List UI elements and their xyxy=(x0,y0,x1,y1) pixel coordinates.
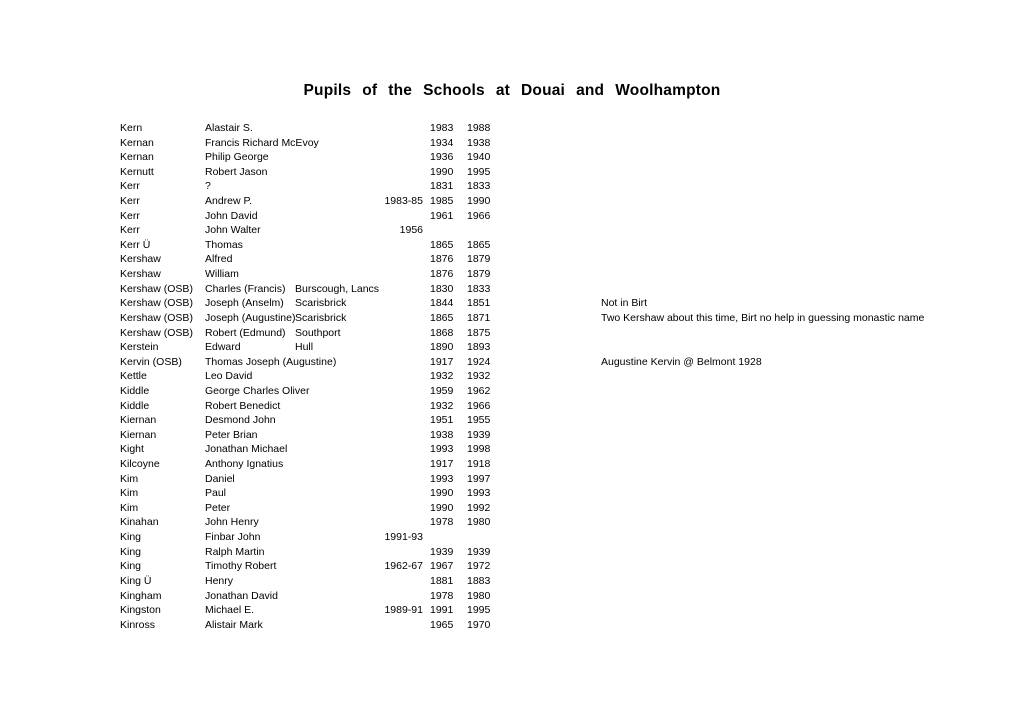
year-from-cell: 1990 xyxy=(430,501,454,514)
year-from-cell: 1881 xyxy=(430,574,454,587)
table-row xyxy=(120,530,1024,545)
forename-cell: Desmond John xyxy=(205,414,276,427)
table-row xyxy=(120,223,1024,238)
surname-cell: King xyxy=(120,560,142,573)
pupils-table xyxy=(120,121,1024,632)
table-row xyxy=(120,121,1024,136)
year-from-cell: 1985 xyxy=(430,195,454,208)
surname-cell: King xyxy=(120,531,142,544)
forename-cell: Leo David xyxy=(205,370,253,383)
year-to-cell: 1995 xyxy=(467,165,491,178)
year-from-cell: 1993 xyxy=(430,443,454,456)
year-from-cell: 1932 xyxy=(430,370,454,383)
table-row xyxy=(120,574,1024,589)
forename-cell: George Charles Oliver xyxy=(205,384,310,397)
forename-cell: Jonathan Michael xyxy=(205,443,288,456)
table-row xyxy=(120,252,1024,267)
year-from-cell: 1865 xyxy=(430,311,454,324)
table-row xyxy=(120,559,1024,574)
forename-cell: Jonathan David xyxy=(205,589,278,602)
table-row xyxy=(120,428,1024,443)
forename-cell: Timothy Robert xyxy=(205,560,277,573)
table-row xyxy=(120,136,1024,151)
year-to-cell: 1962 xyxy=(467,384,491,397)
surname-cell: Kernutt xyxy=(120,165,154,178)
year-from-cell: 1890 xyxy=(430,341,454,354)
range-cell: 1983-85 xyxy=(384,195,423,208)
forename-cell: Joseph (Anselm) xyxy=(205,297,284,310)
forename-cell: John David xyxy=(205,209,258,222)
table-row xyxy=(120,179,1024,194)
surname-cell: Kernan xyxy=(120,151,154,164)
year-to-cell: 1980 xyxy=(467,516,491,529)
forename-cell: Robert Benedict xyxy=(205,399,281,412)
place-cell: Burscough, Lancs xyxy=(295,282,380,295)
year-from-cell: 1983 xyxy=(430,122,454,134)
table-row xyxy=(120,589,1024,604)
place-cell: Hull xyxy=(295,341,314,354)
surname-cell: King Ü xyxy=(120,574,152,587)
surname-cell: King xyxy=(120,545,142,558)
year-to-cell: 1879 xyxy=(467,253,491,266)
year-from-cell: 1959 xyxy=(430,384,454,397)
forename-cell: Alistair Mark xyxy=(205,618,263,631)
year-to-cell: 1883 xyxy=(467,574,491,587)
place-cell: Scarisbrick xyxy=(295,311,347,324)
forename-cell: Joseph (Augustine) xyxy=(205,311,296,324)
year-to-cell: 1940 xyxy=(467,151,491,164)
forename-cell: Peter Brian xyxy=(205,428,258,441)
surname-cell: Kiddle xyxy=(120,384,150,397)
table-row xyxy=(120,457,1024,472)
year-from-cell: 1978 xyxy=(430,516,454,529)
table-row xyxy=(120,150,1024,165)
table-row xyxy=(120,545,1024,560)
year-to-cell: 1970 xyxy=(467,618,491,631)
surname-cell: Kilcoyne xyxy=(120,458,160,471)
forename-cell: Robert Jason xyxy=(205,165,268,178)
year-to-cell: 1938 xyxy=(467,136,491,149)
surname-cell: Kershaw xyxy=(120,268,161,281)
forename-cell: William xyxy=(205,268,239,281)
year-to-cell: 1932 xyxy=(467,370,491,383)
year-to-cell: 1966 xyxy=(467,209,491,222)
forename-cell: Andrew P. xyxy=(205,195,253,208)
forename-cell: Anthony Ignatius xyxy=(205,458,284,471)
year-to-cell: 1851 xyxy=(467,297,491,310)
year-from-cell: 1917 xyxy=(430,355,454,368)
year-from-cell: 1934 xyxy=(430,136,454,149)
table-row xyxy=(120,340,1024,355)
table-row xyxy=(120,238,1024,253)
year-to-cell: 1918 xyxy=(467,458,491,471)
forename-cell: Henry xyxy=(205,574,234,587)
table-row xyxy=(120,442,1024,457)
forename-cell: Robert (Edmund) xyxy=(205,326,286,339)
year-to-cell: 1879 xyxy=(467,268,491,281)
year-to-cell: 1993 xyxy=(467,487,491,500)
surname-cell: Kinahan xyxy=(120,516,159,529)
table-row xyxy=(120,413,1024,428)
place-cell: Scarisbrick xyxy=(295,297,347,310)
table-row xyxy=(120,472,1024,487)
surname-cell: Kingham xyxy=(120,589,162,602)
year-to-cell: 1865 xyxy=(467,238,491,251)
year-from-cell: 1993 xyxy=(430,472,454,485)
year-to-cell: 1833 xyxy=(467,180,491,193)
surname-cell: Kettle xyxy=(120,370,147,383)
forename-cell: ? xyxy=(205,180,211,193)
surname-cell: Kim xyxy=(120,472,139,485)
table-row xyxy=(120,603,1024,618)
forename-cell: Thomas xyxy=(205,238,243,251)
table-row xyxy=(120,326,1024,341)
surname-cell: Kiernan xyxy=(120,428,157,441)
surname-cell: Kershaw (OSB) xyxy=(120,326,193,339)
year-to-cell: 1939 xyxy=(467,428,491,441)
year-from-cell: 1932 xyxy=(430,399,454,412)
surname-cell: Kern xyxy=(120,122,143,134)
surname-cell: Kershaw (OSB) xyxy=(120,282,193,295)
note-cell: Two Kershaw about this time, Birt no help in guessing monastic name xyxy=(601,311,925,324)
place-cell: Southport xyxy=(295,326,341,339)
forename-cell: Philip George xyxy=(205,151,269,164)
surname-cell: Kerr xyxy=(120,180,140,193)
forename-cell: Daniel xyxy=(205,472,235,485)
forename-cell: Peter xyxy=(205,501,231,514)
year-to-cell: 1995 xyxy=(467,604,491,617)
surname-cell: Kershaw (OSB) xyxy=(120,297,193,310)
forename-cell: Alfred xyxy=(205,253,233,266)
year-to-cell: 1871 xyxy=(467,311,491,324)
year-from-cell: 1951 xyxy=(430,414,454,427)
page-title: Pupils of the Schools at Douai and Woolhampton xyxy=(303,82,721,99)
year-to-cell: 1893 xyxy=(467,341,491,354)
surname-cell: Kiddle xyxy=(120,399,150,412)
year-from-cell: 1961 xyxy=(430,209,454,222)
year-to-cell: 1980 xyxy=(467,589,491,602)
surname-cell: Kerr xyxy=(120,224,140,237)
year-to-cell: 1875 xyxy=(467,326,491,339)
year-from-cell: 1965 xyxy=(430,618,454,631)
year-from-cell: 1830 xyxy=(430,282,454,295)
range-cell: 1962-67 xyxy=(384,560,423,573)
year-to-cell: 1997 xyxy=(467,472,491,485)
forename-cell: Ralph Martin xyxy=(205,545,265,558)
table-row xyxy=(120,282,1024,297)
surname-cell: Kernan xyxy=(120,136,154,149)
year-from-cell: 1876 xyxy=(430,268,454,281)
table-row xyxy=(120,501,1024,516)
year-from-cell: 1831 xyxy=(430,180,454,193)
table-row xyxy=(120,369,1024,384)
forename-cell: John Henry xyxy=(205,516,259,529)
table-row xyxy=(120,515,1024,530)
year-to-cell: 1924 xyxy=(467,355,491,368)
surname-cell: Kerr Ü xyxy=(120,238,151,251)
year-from-cell: 1865 xyxy=(430,238,454,251)
year-from-cell: 1990 xyxy=(430,487,454,500)
surname-cell: Kershaw (OSB) xyxy=(120,311,193,324)
table-row xyxy=(120,486,1024,501)
year-to-cell: 1992 xyxy=(467,501,491,514)
year-from-cell: 1938 xyxy=(430,428,454,441)
surname-cell: Kim xyxy=(120,501,139,514)
surname-cell: Kiernan xyxy=(120,414,157,427)
surname-cell: Kingston xyxy=(120,604,161,617)
table-row xyxy=(120,165,1024,180)
table-row xyxy=(120,209,1024,224)
table-row xyxy=(120,194,1024,209)
forename-cell: Charles (Francis) xyxy=(205,282,286,295)
year-from-cell: 1990 xyxy=(430,165,454,178)
year-to-cell: 1998 xyxy=(467,443,491,456)
surname-cell: Kerstein xyxy=(120,341,159,354)
range-cell: 1956 xyxy=(399,224,423,237)
forename-cell: Paul xyxy=(205,487,227,500)
note-cell: Not in Birt xyxy=(601,297,648,310)
year-from-cell: 1967 xyxy=(430,560,454,573)
table-row xyxy=(120,311,1024,326)
year-from-cell: 1917 xyxy=(430,458,454,471)
surname-cell: Kervin (OSB) xyxy=(120,355,182,368)
year-to-cell: 1972 xyxy=(467,560,491,573)
surname-cell: Kerr xyxy=(120,209,140,222)
year-from-cell: 1991 xyxy=(430,604,454,617)
forename-cell: Thomas Joseph (Augustine) xyxy=(205,355,337,368)
surname-cell: Kerr xyxy=(120,195,140,208)
year-to-cell: 1988 xyxy=(467,122,491,134)
table-row xyxy=(120,384,1024,399)
surname-cell: Kight xyxy=(120,443,144,456)
table-row xyxy=(120,267,1024,282)
forename-cell: John Walter xyxy=(205,224,261,237)
year-to-cell: 1955 xyxy=(467,414,491,427)
table-row xyxy=(120,399,1024,414)
forename-cell: Alastair S. xyxy=(205,122,253,134)
year-to-cell: 1966 xyxy=(467,399,491,412)
forename-cell: Francis Richard McEvoy xyxy=(205,136,319,149)
surname-cell: Kim xyxy=(120,487,139,500)
forename-cell: Edward xyxy=(205,341,241,354)
table-row xyxy=(120,355,1024,370)
year-from-cell: 1876 xyxy=(430,253,454,266)
surname-cell: Kinross xyxy=(120,618,156,631)
forename-cell: Michael E. xyxy=(205,604,255,617)
range-cell: 1991-93 xyxy=(384,531,423,544)
year-to-cell: 1939 xyxy=(467,545,491,558)
year-from-cell: 1844 xyxy=(430,297,454,310)
range-cell: 1989-91 xyxy=(384,604,423,617)
table-row xyxy=(120,618,1024,633)
year-to-cell: 1990 xyxy=(467,195,491,208)
year-from-cell: 1868 xyxy=(430,326,454,339)
year-from-cell: 1939 xyxy=(430,545,454,558)
forename-cell: Finbar John xyxy=(205,531,261,544)
year-from-cell: 1978 xyxy=(430,589,454,602)
year-from-cell: 1936 xyxy=(430,151,454,164)
note-cell: Augustine Kervin @ Belmont 1928 xyxy=(601,355,762,368)
table-row xyxy=(120,296,1024,311)
year-to-cell: 1833 xyxy=(467,282,491,295)
surname-cell: Kershaw xyxy=(120,253,161,266)
